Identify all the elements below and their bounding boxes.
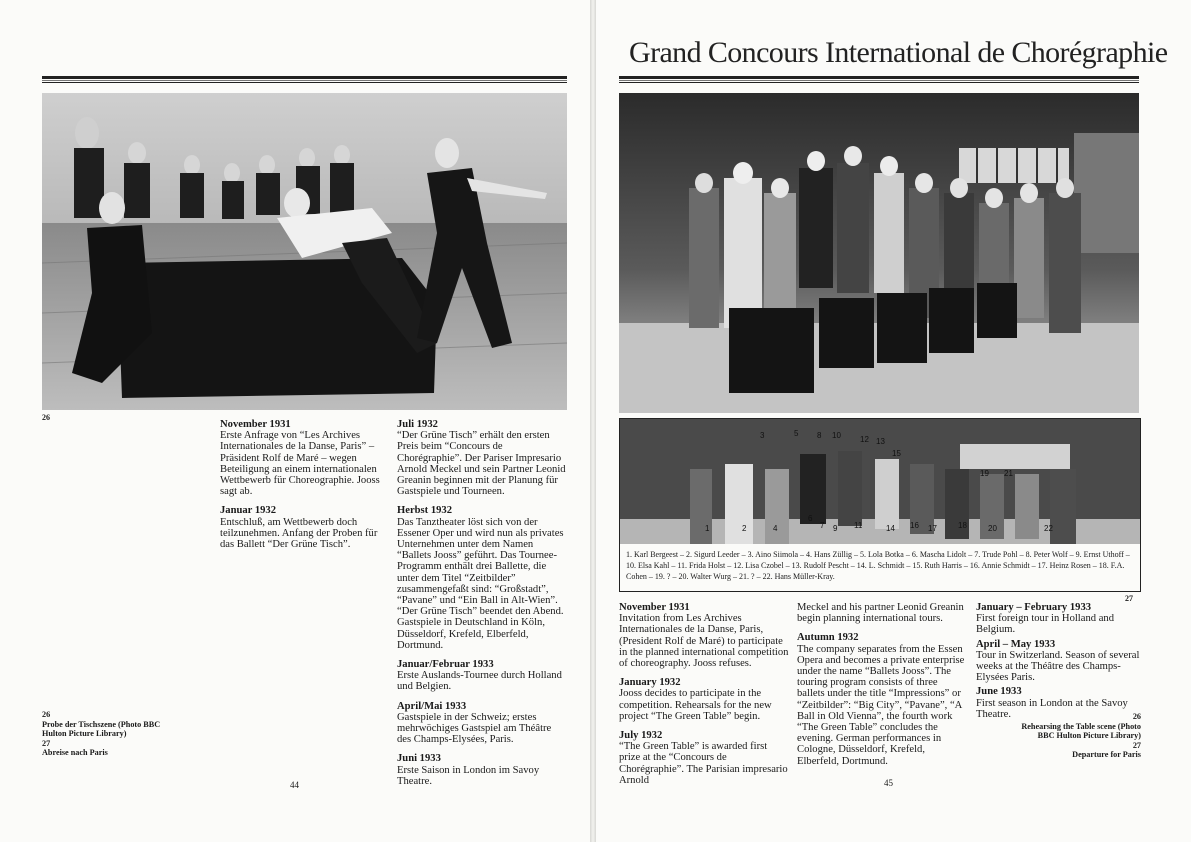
photo-key-label: 20 [988, 524, 997, 533]
header-rule [619, 76, 1139, 83]
photo-legend: 1. Karl Bergeest – 2. Sigurd Leeder – 3. Aino Siimola – 4. Hans Züllig – 5. Lola Botka – 6. Mascha Lidolt – 7. Trude Pohl – 8. Peter Wolf – 9. Ernst Uthoff – 10. Elsa Kahl – 11. Frida Holst – 12. Lisa Czobel – 13. Rudolf Pescht – 14. L. Schmidt – 15. Ruth Harris – 16. Annie Schmidt – 17. Heinz Rosen – 18. F.A. Cohen – 19. ? – 20. Walter Wurg – 21. ? – 22. Hans Müller-Kray. [626, 550, 1130, 581]
left-page [0, 0, 590, 842]
page-title: Grand Concours International de Chorégraphie [629, 36, 1168, 69]
english-column-2 [797, 602, 967, 775]
entry-text: The company separates from the Essen Opera and becomes a private enterprise under the name “Ballets Jooss”. The touring program consists of three ballets under the title “Impressions” or “Zeitbilder”: “Big City”, “Pavane”, “A Ball in Old Vienna”, the fourth work “The Green Table” concludes the evening. German performances in Cologne, Düsseldorf, Krefeld, Elberfeld, Dortmund. [797, 643, 965, 767]
photo-key-label: 8 [817, 431, 822, 440]
photo-key-label: 2 [742, 524, 747, 533]
photo-key-label: 17 [928, 524, 937, 533]
german-column-1 [220, 419, 390, 558]
entry-text: Das Tanztheater löst sich von der Essener Oper und wird nun als privates Unternehmen unter dem Namen “Ballets Jooss” geführt. Das Tournee-Programm enthält drei Ballette, die unter dem Titel “Zeitbilder” zusammengefaßt sind: “Großstadt”, “Pavane” und “Ein Ball in Alt-Wien”. “Der Grüne Tisch” beendet den Abend. Gastspiele in Deutschland in Köln, Düsseldorf, Krefeld, Elberfeld, Dortmund. [397, 516, 564, 651]
caption-text: Departure for Paris [1072, 750, 1141, 760]
photo-key-label: 19 [980, 469, 989, 478]
photo-departure [619, 93, 1139, 413]
entry-text: Tour in Switzerland. Season of several weeks at the Théâtre des Champs-Elysées Paris. [976, 649, 1140, 684]
entry-heading: April/Mai 1933 [397, 700, 467, 712]
entry-text: Invitation from Les Archives Internationales de la Danse, Paris, (President Rolf de Maré) to participate in the planned international competition of choreography. Jooss refuses. [619, 613, 789, 670]
caption-number: 26 [42, 710, 51, 719]
timeline-entry [220, 505, 390, 550]
photo-number: 27 [1125, 594, 1133, 603]
photo-table-scene-image [42, 93, 567, 410]
photo-departure-key [619, 418, 1141, 592]
entry-heading: June 1933 [976, 686, 1022, 698]
right-page [596, 0, 1191, 842]
entry-heading: Januar/Februar 1933 [397, 659, 494, 671]
timeline-entry [976, 602, 1141, 636]
entry-heading: Juni 1933 [397, 753, 441, 765]
entry-text: Erste Anfrage von “Les Archives Internationales de la Danse, Paris” – Präsident Rolf de Maré – wegen Beteiligung an einem internationalen Wettbewerb für Choreographie. Jooss sagt ab. [220, 430, 380, 498]
entry-text: First foreign tour in Holland and Belgium. [976, 613, 1114, 636]
timeline-entry [397, 505, 567, 651]
entry-text: Jooss decides to participate in the competition. Rehearsals for the new project “The Green Table” begin. [619, 688, 772, 722]
photo-key-label: 22 [1044, 524, 1053, 533]
entry-heading: January 1932 [619, 677, 681, 689]
german-captions [42, 710, 162, 758]
timeline-entry [797, 632, 967, 766]
header-rule [42, 76, 567, 83]
photo-key-label: 14 [886, 524, 895, 533]
photo-key-label: 16 [910, 521, 919, 530]
timeline-entry [397, 659, 567, 693]
entry-text: “Der Grüne Tisch” erhält den ersten Preis beim “Concours de Chorégraphie”. Der Pariser Impresario Arnold Meckel und sein Partner Leonid Greanin beginnen mit der Planung für Gastspiele und Tourneen. [397, 430, 566, 498]
photo-departure-image [619, 93, 1139, 413]
timeline-entry [619, 677, 789, 722]
photo-key-label: 18 [958, 521, 967, 530]
photo-key-label: 7 [820, 521, 825, 530]
timeline-entry [397, 753, 567, 787]
german-column-2 [397, 419, 567, 795]
entry-heading: July 1932 [619, 730, 663, 742]
entry-heading: April – May 1933 [976, 638, 1056, 650]
entry-heading: January – February 1933 [976, 602, 1092, 613]
photo-key-label: 1 [705, 524, 710, 533]
photo-number: 26 [42, 413, 50, 422]
english-column-3 [976, 602, 1141, 728]
timeline-entry [397, 701, 567, 746]
entry-text: Entschluß, am Wettbewerb doch teilzunehmen. Anfang der Proben für das Ballett “Der Grüne Tisch”. [220, 516, 378, 551]
page-number: 45 [884, 778, 893, 788]
entry-heading: Januar 1932 [220, 505, 277, 517]
entry-text: Erste Saison in London im Savoy Theatre. [397, 764, 540, 787]
caption-text: Rehearsing the Table scene (Photo BBC Hulton Picture Library) [1021, 721, 1141, 741]
caption-number: 27 [1132, 740, 1141, 750]
photo-table-scene [42, 93, 567, 410]
entry-heading: November 1931 [220, 419, 291, 430]
timeline-entry [619, 730, 789, 786]
photo-key-label: 5 [794, 429, 799, 438]
entry-heading: Herbst 1932 [397, 505, 453, 517]
caption-number: 26 [1132, 712, 1141, 721]
photo-key-label: 6 [808, 514, 813, 523]
photo-key-label: 15 [892, 449, 901, 458]
photo-key-label: 10 [832, 431, 841, 440]
entry-text: First season in London at the Savoy Theatre. [976, 697, 1128, 720]
entry-heading: Autumn 1932 [797, 632, 859, 644]
photo-key-label: 3 [760, 431, 765, 440]
timeline-entry [976, 639, 1141, 684]
caption-text: Abreise nach Paris [42, 748, 108, 758]
entry-text: “The Green Table” is awarded first prize at the “Concours de Chorégraphie”. The Parisian impresario Arnold [619, 741, 788, 786]
page-number: 44 [290, 780, 299, 790]
photo-key-label: 9 [833, 524, 838, 533]
entry-heading: November 1931 [619, 602, 690, 613]
entry-text: Meckel and his partner Leonid Greanin begin planning international tours. [797, 602, 964, 625]
english-captions [1016, 712, 1141, 760]
timeline-entry [619, 602, 789, 669]
photo-key-label: 4 [773, 524, 778, 533]
timeline-entry [797, 602, 967, 624]
photo-key-label: 21 [1004, 469, 1013, 478]
caption-text: Probe der Tischszene (Photo BBC Hulton Picture Library) [42, 719, 161, 739]
photo-key-label: 12 [860, 435, 869, 444]
english-column-1 [619, 602, 789, 794]
entry-text: Gastspiele in der Schweiz; erstes mehrwöchiges Gastspiel am Théâtre des Champs-Elysées, Paris. [397, 711, 552, 746]
photo-key-label: 11 [854, 521, 863, 530]
entry-heading: Juli 1932 [397, 419, 438, 430]
entry-text: Erste Auslands-Tournee durch Holland und Belgien. [397, 670, 562, 693]
photo-key-label: 13 [876, 437, 885, 446]
caption-number: 27 [42, 738, 51, 748]
timeline-entry [397, 419, 567, 497]
timeline-entry [220, 419, 390, 497]
